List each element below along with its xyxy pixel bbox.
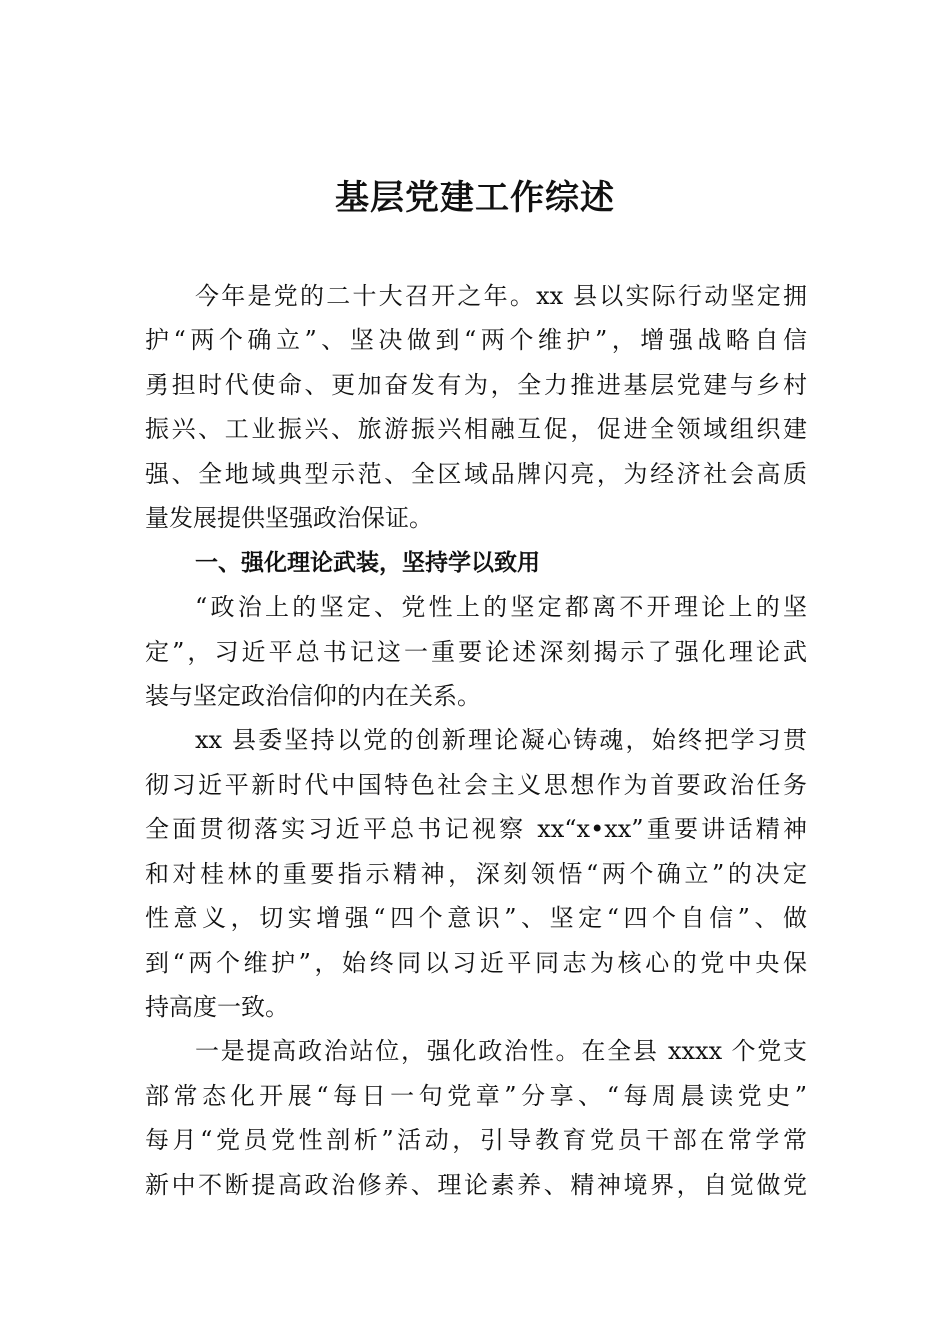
- text-line: 今年是党的二十大召开之年。xx 县以实际行动坚定拥: [195, 282, 807, 310]
- text-line: 到“两个维护”，始终同以习近平同志为核心的党中央保: [145, 948, 807, 977]
- text-line: 和对桂林的重要指示精神，深刻领悟“两个确立”的决定: [145, 859, 807, 888]
- text-line: 一、强化理论武装，坚持学以致用: [195, 549, 540, 576]
- text-line: 振兴、工业振兴、旅游振兴相融互促，促进全领域组织建: [145, 415, 807, 444]
- text-line: xx 县委坚持以党的创新理论凝心铸魂，始终把学习贯: [195, 726, 807, 755]
- text-line: 勇担时代使命、更加奋发有为，全力推进基层党建与乡村: [145, 370, 807, 399]
- paragraph: [145, 274, 807, 541]
- text-line: 新中不断提高政治修养、理论素养、精神境界，自觉做党: [145, 1170, 807, 1199]
- text-line: 定”，习近平总书记这一重要论述深刻揭示了强化理论武: [145, 637, 807, 666]
- paragraph: [145, 718, 807, 1029]
- text-line: 量发展提供坚强政治保证。: [145, 504, 433, 533]
- document-body: [145, 274, 807, 1207]
- text-line: 彻习近平新时代中国特色社会主义思想作为首要政治任务: [145, 770, 807, 799]
- text-line: 全面贯彻落实习近平总书记视察 xx“x•xx”重要讲话精神: [145, 815, 807, 844]
- paragraph: [145, 1029, 807, 1207]
- text-line: 部常态化开展“每日一句党章”分享、“每周晨读党史”: [145, 1081, 807, 1110]
- text-line: 性意义，切实增强“四个意识”、坚定“四个自信”、做: [145, 904, 807, 933]
- text-line: 持高度一致。: [145, 993, 289, 1021]
- text-line: 强、全地域典型示范、全区域品牌闪亮，为经济社会高质: [145, 459, 807, 488]
- text-line: 每月“党员党性剖析”活动，引导教育党员干部在常学常: [145, 1126, 807, 1155]
- document-title: 基层党建工作综述: [335, 178, 615, 218]
- text-line: 一是提高政治站位，强化政治性。在全县 xxxx 个党支: [195, 1037, 807, 1066]
- paragraph: [145, 585, 807, 718]
- text-line: 护“两个确立”、坚决做到“两个维护”，增强战略自信: [145, 326, 807, 355]
- text-line: 装与坚定政治信仰的内在关系。: [145, 681, 481, 710]
- section-heading: [145, 541, 807, 585]
- text-line: “政治上的坚定、党性上的坚定都离不开理论上的坚: [195, 593, 807, 622]
